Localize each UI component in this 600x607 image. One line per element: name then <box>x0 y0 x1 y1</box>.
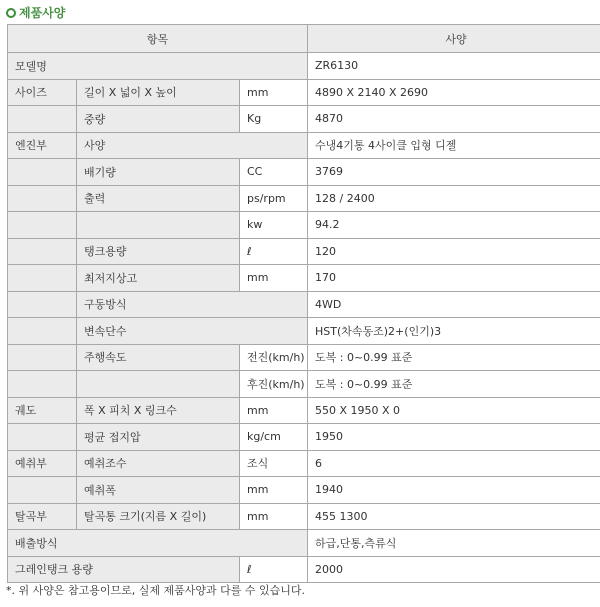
table-header-row <box>8 25 600 53</box>
row-unit: Kg <box>240 106 308 133</box>
table-row <box>8 424 600 451</box>
row-unit: mm <box>240 397 308 424</box>
row-group: 사이즈 <box>8 79 77 106</box>
row-value: HST(차속동조)2+(인기)3 <box>308 318 600 345</box>
row-item: 탱크용량 <box>77 238 240 265</box>
table-row <box>8 503 600 530</box>
table-row <box>8 318 600 345</box>
row-item: 예취폭 <box>77 477 240 504</box>
table-row <box>8 477 600 504</box>
table-row <box>8 79 600 106</box>
table-row <box>8 159 600 186</box>
row-value: 455 1300 <box>308 503 600 530</box>
row-unit: ps/rpm <box>240 185 308 212</box>
row-item: 출력 <box>77 185 240 212</box>
row-value: 4890 X 2140 X 2690 <box>308 79 600 106</box>
row-item: 최저지상고 <box>77 265 240 292</box>
row-value: 6 <box>308 450 600 477</box>
row-group <box>8 477 77 504</box>
row-unit: kw <box>240 212 308 239</box>
row-label: 모델명 <box>8 53 308 80</box>
row-item: 구동방식 <box>77 291 308 318</box>
row-unit: kg/cm <box>240 424 308 451</box>
spec-table <box>7 24 600 583</box>
header-spec: 사양 <box>308 25 600 53</box>
row-value: ZR6130 <box>308 53 600 80</box>
row-unit: ℓ <box>240 556 308 583</box>
circle-bullet-icon <box>6 8 16 18</box>
table-row <box>8 371 600 398</box>
table-row <box>8 265 600 292</box>
row-unit: mm <box>240 477 308 504</box>
row-item: 폭 X 피치 X 링크수 <box>77 397 240 424</box>
row-group <box>8 159 77 186</box>
row-value: 수냉4기통 4사이클 입형 디젤 <box>308 132 600 159</box>
row-unit: CC <box>240 159 308 186</box>
table-row <box>8 106 600 133</box>
row-value: 128 / 2400 <box>308 185 600 212</box>
row-value: 4WD <box>308 291 600 318</box>
row-label: 그레인탱크 용량 <box>8 556 240 583</box>
footnote: *. 위 사양은 참고용이므로, 실제 제품사양과 다를 수 있습니다. <box>6 584 305 597</box>
row-unit: 후진(km/h) <box>240 371 308 398</box>
row-group <box>8 371 77 398</box>
header-item: 항목 <box>8 25 308 53</box>
row-item: 길이 X 넓이 X 높이 <box>77 79 240 106</box>
row-label: 배출방식 <box>8 530 308 557</box>
row-item: 주행속도 <box>77 344 240 371</box>
row-unit: ℓ <box>240 238 308 265</box>
row-value: 3769 <box>308 159 600 186</box>
row-value: 120 <box>308 238 600 265</box>
row-unit: 전진(km/h) <box>240 344 308 371</box>
row-value: 1950 <box>308 424 600 451</box>
table-row <box>8 132 600 159</box>
table-row <box>8 291 600 318</box>
table-row <box>8 450 600 477</box>
row-item: 평균 접지압 <box>77 424 240 451</box>
row-group: 엔진부 <box>8 132 77 159</box>
row-item <box>77 212 240 239</box>
table-row <box>8 185 600 212</box>
row-group <box>8 291 77 318</box>
row-group <box>8 318 77 345</box>
row-value: 도복 : 0~0.99 표준 <box>308 371 600 398</box>
row-group <box>8 106 77 133</box>
row-group <box>8 344 77 371</box>
row-unit: mm <box>240 503 308 530</box>
section-title <box>6 3 65 23</box>
row-group <box>8 185 77 212</box>
row-group: 궤도 <box>8 397 77 424</box>
row-group: 예취부 <box>8 450 77 477</box>
row-item: 배기량 <box>77 159 240 186</box>
row-value: 550 X 1950 X 0 <box>308 397 600 424</box>
row-group <box>8 265 77 292</box>
table-row <box>8 556 600 583</box>
row-value: 도복 : 0~0.99 표준 <box>308 344 600 371</box>
row-value: 94.2 <box>308 212 600 239</box>
row-group <box>8 424 77 451</box>
table-row <box>8 238 600 265</box>
row-item: 사양 <box>77 132 308 159</box>
row-value: 1940 <box>308 477 600 504</box>
table-row <box>8 530 600 557</box>
row-item: 중량 <box>77 106 240 133</box>
row-unit: mm <box>240 79 308 106</box>
row-item: 예취조수 <box>77 450 240 477</box>
row-item <box>77 371 240 398</box>
table-row <box>8 212 600 239</box>
row-value: 170 <box>308 265 600 292</box>
table-row <box>8 344 600 371</box>
row-item: 변속단수 <box>77 318 308 345</box>
row-group <box>8 212 77 239</box>
section-title-text: 제품사양 <box>19 6 66 20</box>
row-unit: mm <box>240 265 308 292</box>
row-value: 하급,단통,측류식 <box>308 530 600 557</box>
row-unit: 조식 <box>240 450 308 477</box>
row-group: 탈곡부 <box>8 503 77 530</box>
row-value: 2000 <box>308 556 600 583</box>
table-row <box>8 53 600 80</box>
row-group <box>8 238 77 265</box>
row-value: 4870 <box>308 106 600 133</box>
row-item: 탈곡통 크기(지름 X 길이) <box>77 503 240 530</box>
table-row <box>8 397 600 424</box>
